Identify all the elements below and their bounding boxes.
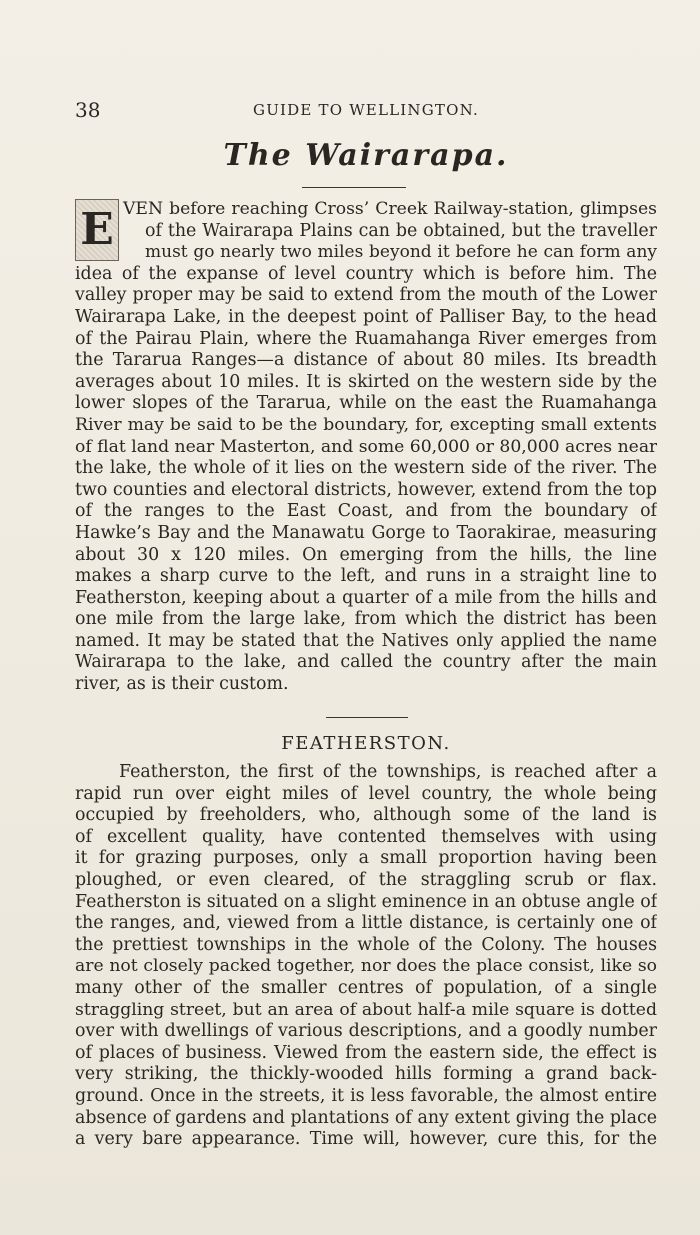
drop-cap-letter: E	[80, 204, 114, 255]
section-wairarapa-body	[75, 199, 657, 696]
section-rule	[326, 717, 408, 718]
text-line: of the Pairau Plain, where the Ruamahanga River emerges from	[75, 328, 657, 349]
section-featherston-body	[75, 762, 657, 1151]
text-line: over with dwellings of various descriptions, and a goodly number	[75, 1021, 657, 1042]
chapter-title: The Wairarapa.	[223, 138, 509, 173]
section-heading: FEATHERSTON.	[281, 733, 451, 754]
text-line: of the Wairarapa Plains can be obtained, but the traveller	[145, 220, 657, 241]
text-line: one mile from the large lake, from which the district has been	[75, 609, 657, 630]
drop-cap	[75, 199, 119, 261]
text-line: a very bare appearance. Time will, however, cure this, for the	[75, 1129, 657, 1150]
page-number: 38	[75, 98, 101, 122]
text-line: the ranges, and, viewed from a little distance, is certainly one of	[75, 913, 657, 934]
text-line: averages about 10 miles. It is skirted on the western side by the	[75, 371, 657, 392]
text-line: are not closely packed together, nor does the place consist, like so	[75, 956, 657, 977]
text-line: makes a sharp curve to the left, and runs in a straight line to	[75, 566, 657, 587]
text-line: River may be said to be the boundary, for, excepting small extents	[75, 414, 657, 435]
text-line: named. It may be stated that the Natives only applied the name	[75, 630, 657, 651]
text-line: it for grazing purposes, only a small proportion having been	[75, 848, 657, 869]
text-line: Featherston, the first of the townships, is reached after a	[119, 762, 657, 782]
text-line: ploughed, or even cleared, of the straggling scrub or flax.	[75, 869, 657, 890]
text-line: of places of business. Viewed from the eastern side, the effect is	[75, 1042, 657, 1063]
text-line: of excellent quality, have contented themselves with using	[75, 826, 657, 847]
text-line: two counties and electoral districts, however, extend from the top	[75, 479, 657, 500]
text-line: many other of the smaller centres of population, of a single	[75, 977, 657, 998]
text-line: ground. Once in the streets, it is less favorable, the almost entire	[75, 1085, 657, 1106]
text-line: Wairarapa Lake, in the deepest point of Palliser Bay, to the head	[75, 306, 657, 327]
text-line: straggling street, but an area of about half-a mile square is dotted	[75, 999, 657, 1020]
text-line: about 30 x 120 miles. On emerging from the hills, the line	[75, 544, 657, 565]
text-line: must go nearly two miles beyond it before he can form any	[145, 242, 657, 263]
text-line: absence of gardens and plantations of any extent giving the place	[75, 1107, 657, 1128]
text-line: the Tararua Ranges—a distance of about 80 miles. Its breadth	[75, 350, 657, 371]
text-line: the prettiest townships in the whole of the Colony. The houses	[75, 934, 657, 955]
text-line: occupied by freeholders, who, although some of the land is	[75, 805, 657, 826]
text-line: valley proper may be said to extend from the mouth of the Lower	[75, 285, 657, 306]
text-line: Featherston is situated on a slight eminence in an obtuse angle of	[75, 891, 657, 912]
text-line: Featherston, keeping about a quarter of a mile from the hills and	[75, 587, 657, 608]
text-line: Hawke’s Bay and the Manawatu Gorge to Taorakirae, measuring	[75, 522, 657, 543]
text-line: very striking, the thickly-wooded hills forming a grand back-	[75, 1064, 657, 1085]
text-line: lower slopes of the Tararua, while on the east the Ruamahanga	[75, 393, 657, 414]
text-line: idea of the expanse of level country which is before him. The	[75, 263, 657, 284]
running-head: GUIDE TO WELLINGTON.	[253, 101, 479, 119]
text-line: the lake, the whole of it lies on the western side of the river. The	[75, 458, 657, 479]
page-header	[75, 98, 657, 122]
text-line: of flat land near Masterton, and some 60,000 or 80,000 acres near	[75, 436, 657, 457]
text-line: VEN before reaching Cross’ Creek Railway-station, glimpses	[123, 199, 657, 219]
text-line: rapid run over eight miles of level country, the whole being	[75, 783, 657, 804]
text-line: Wairarapa to the lake, and called the country after the main	[75, 652, 657, 673]
text-line: of the ranges to the East Coast, and from the boundary of	[75, 501, 657, 522]
text-line: river, as is their custom.	[75, 674, 289, 695]
title-rule	[302, 187, 406, 188]
